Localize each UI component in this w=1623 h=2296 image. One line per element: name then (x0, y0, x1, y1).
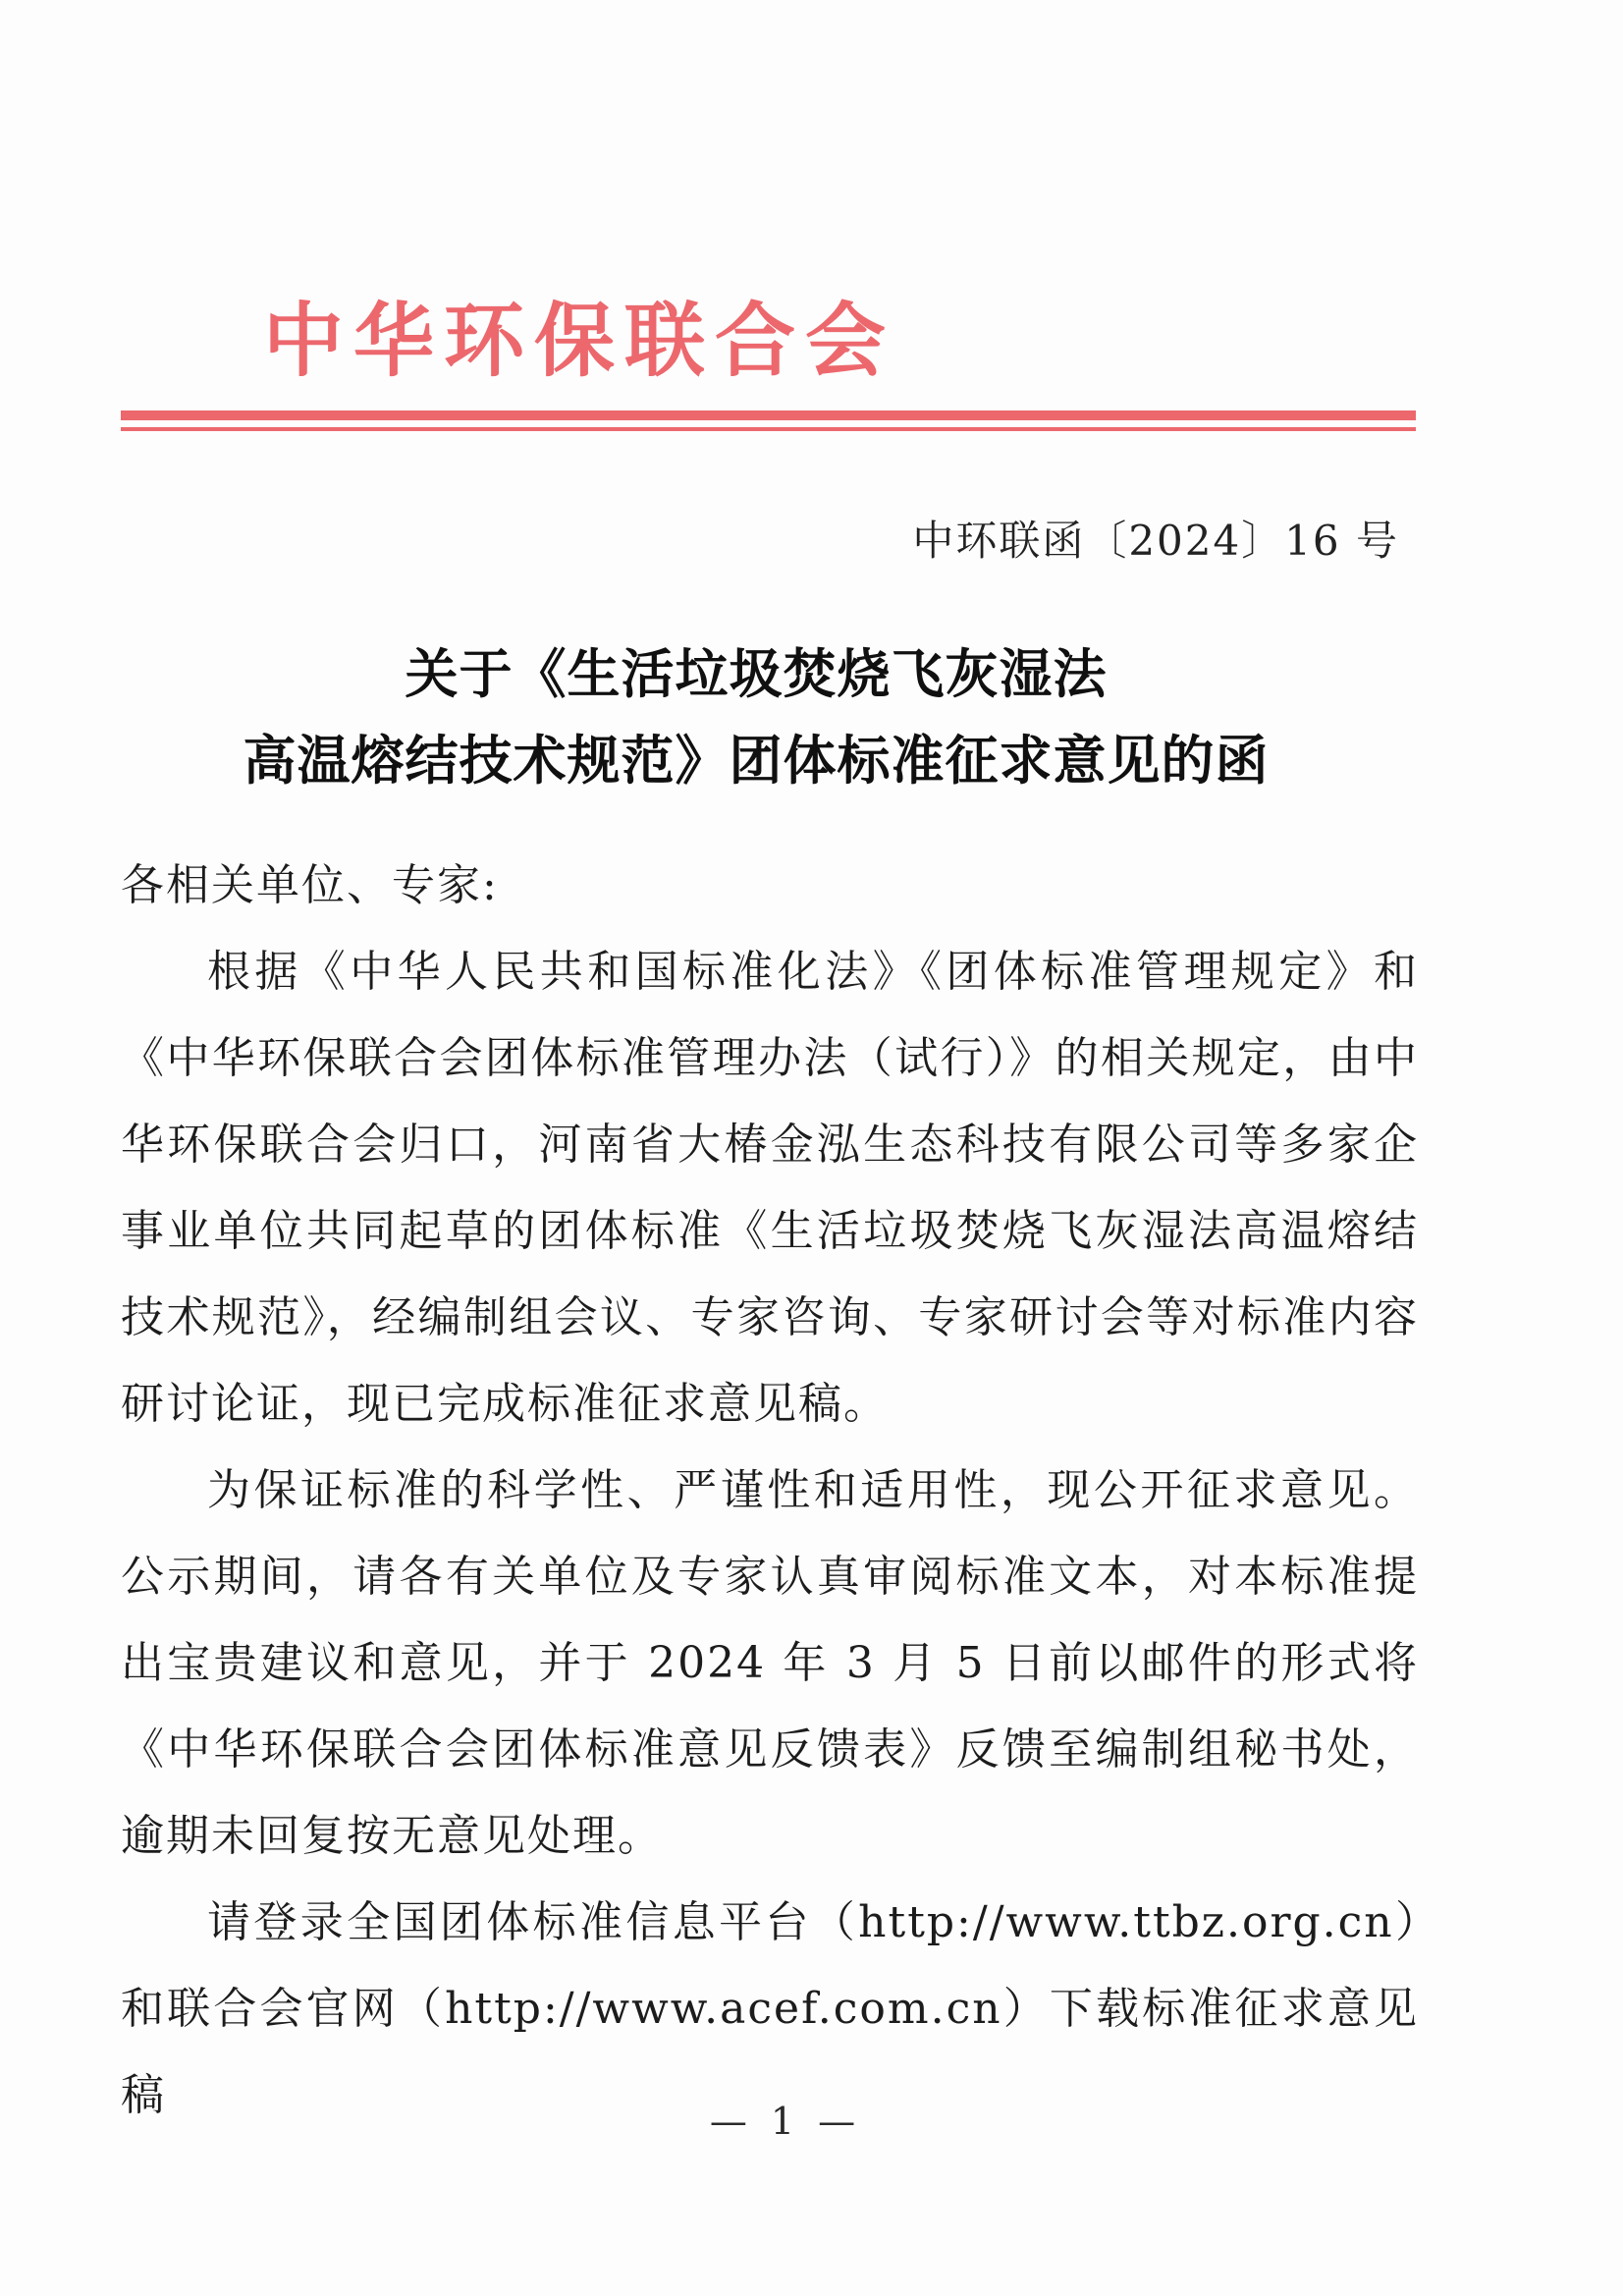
document-body (121, 843, 1419, 2139)
salutation: 各相关单位、专家: (121, 860, 499, 910)
document-title-line2: 高温熔结技术规范》团体标准征求意见的函 (243, 729, 1270, 792)
document-title-line1: 关于《生活垃圾焚烧飞灰湿法 (405, 642, 1108, 705)
page-number: — 1 — (709, 2100, 862, 2143)
body-paragraph: 根据《中华人民共和国标准化法》《团体标准管理规定》和《中华环保联合会团体标准管理办法（试行）》的相关规定，由中华环保联合会归口，河南省大椿金泓生态科技有限公司等多家企事业单位共同起草的团体标准《生活垃圾焚烧飞灰湿法高温熔结技术规范》，经编制组会议、专家咨询、专家研讨会等对标准内容研讨论证，现已完成标准征求意见稿。 (121, 947, 1419, 1429)
document-title (0, 630, 1512, 803)
letterhead-double-rule (121, 410, 1416, 431)
body-paragraph: 为保证标准的科学性、严谨性和适用性，现公开征求意见。公示期间，请各有关单位及专家认真审阅标准文本，对本标准提出宝贵建议和意见，并于 2024 年 3 月 5 日前以邮件的形式将《中华环保联合会团体标准意见反馈表》反馈至编制组秘书处，逾期未回复按无意见处理。 (121, 1465, 1419, 1861)
body-paragraph: 请登录全国团体标准信息平台（http://www.ttbz.org.cn）和联合会官网（http://www.acef.com.cn）下载标准征求意见稿 (121, 1897, 1419, 2120)
letterhead-org-title: 中华环保联合会 (262, 294, 895, 388)
document-number: 中环联函〔2024〕16 号 (912, 517, 1399, 565)
